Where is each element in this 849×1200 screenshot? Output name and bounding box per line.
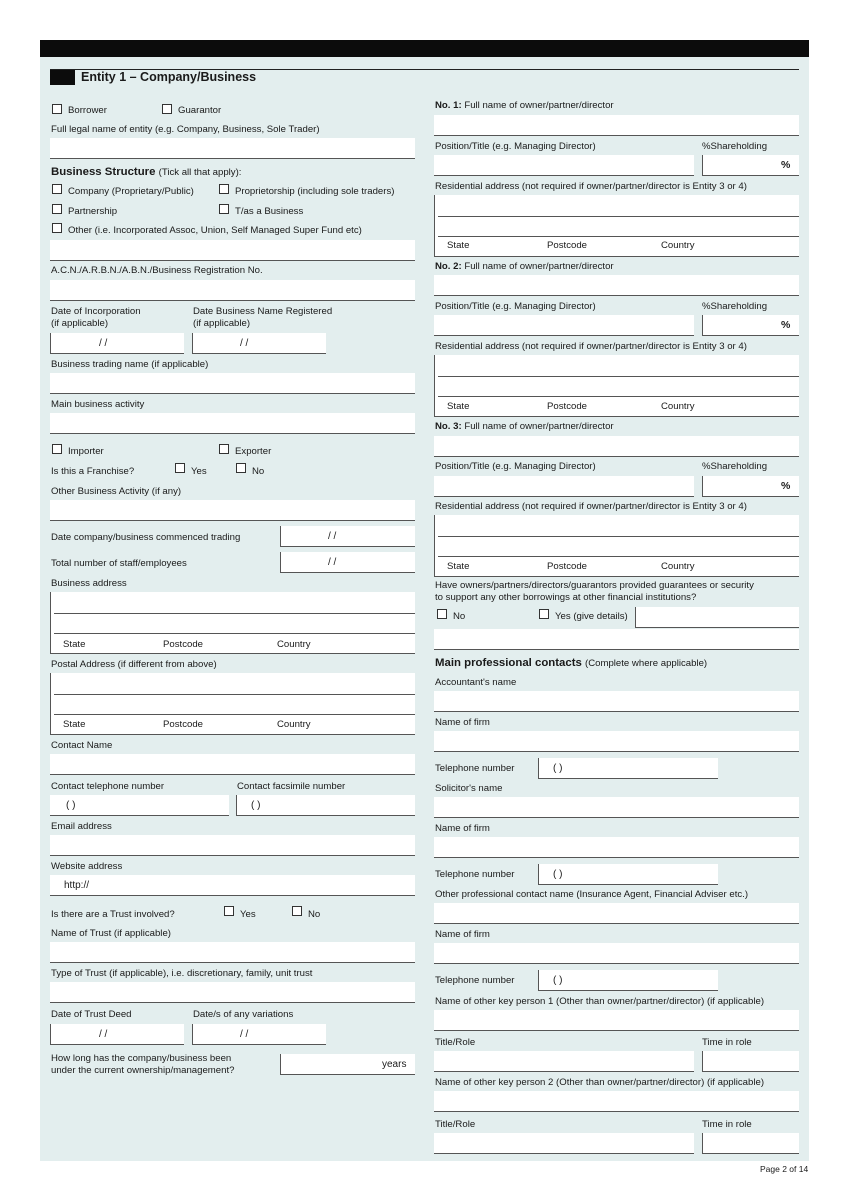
key-person-1-label: Name of other key person 1 (Other than owner/partner/director) (if applicable)	[435, 996, 765, 1007]
other-structure-label: Other (i.e. Incorporated Assoc, Union, Self Managed Super Fund etc)	[68, 225, 362, 236]
business-structure-title: Business Structure	[51, 166, 156, 178]
owner-2-state-label: State	[447, 401, 470, 412]
owner-3-num: No. 3:	[435, 421, 462, 432]
other-prof-tel-label: Telephone number	[435, 975, 515, 986]
owner-1-residential-input[interactable]	[434, 195, 799, 257]
contacts-sub: (Complete where applicable)	[585, 658, 708, 669]
franchise-no-label: No	[252, 466, 265, 477]
contacts-heading	[435, 657, 707, 669]
date-bn-line1: Date Business Name Registered	[193, 306, 333, 317]
business-structure-sub: (Tick all that apply):	[158, 167, 242, 178]
company-label: Company (Proprietary/Public)	[68, 186, 194, 197]
owner-3-postcode-label: Postcode	[547, 561, 588, 572]
date-bn-slashes: / /	[240, 338, 249, 349]
proprietorship-label: Proprietorship (including sole traders)	[235, 186, 395, 197]
owner-2-residential-input[interactable]	[434, 355, 799, 417]
owner-2-name-label	[435, 261, 614, 273]
postal-address-line1	[54, 694, 415, 695]
key-person-1-time-input[interactable]	[702, 1051, 799, 1072]
contact-fax-parens: ( )	[251, 800, 261, 811]
other-prof-tel-parens: ( )	[553, 975, 563, 986]
solicitor-firm-input[interactable]	[434, 837, 799, 858]
owner-3-name-label	[435, 421, 614, 433]
contact-name-input[interactable]	[50, 754, 415, 775]
business-postcode-label: Postcode	[163, 639, 204, 650]
key-person-2-time-label: Time in role	[702, 1119, 752, 1130]
owner-3-position-label: Position/Title (e.g. Managing Director)	[435, 461, 596, 472]
owner-1-position-label: Position/Title (e.g. Managing Director)	[435, 141, 596, 152]
guarantor-label: Guarantor	[178, 105, 222, 116]
exporter-checkbox[interactable]	[219, 444, 229, 454]
business-address-input[interactable]	[50, 592, 415, 654]
company-checkbox[interactable]	[52, 184, 62, 194]
owner-2-residential-line2	[438, 396, 799, 397]
key-person-1-title-input[interactable]	[434, 1051, 694, 1072]
guarantees-details-input-2[interactable]	[434, 629, 799, 650]
franchise-question: Is this a Franchise?	[51, 466, 135, 477]
borrower-label: Borrower	[68, 105, 107, 116]
postal-address-label: Postal Address (if different from above)	[51, 659, 217, 670]
partnership-checkbox[interactable]	[52, 204, 62, 214]
owner-3-pct-sign: %	[781, 480, 791, 492]
contact-fax-input[interactable]	[236, 795, 415, 816]
franchise-no-checkbox[interactable]	[236, 463, 246, 473]
total-staff-label: Total number of staff/employees	[51, 558, 187, 569]
owner-3-shareholding-label: %Shareholding	[702, 461, 768, 472]
owner-3-country-label: Country	[661, 561, 695, 572]
trust-deed-label: Date of Trust Deed	[51, 1009, 132, 1020]
contact-name-label: Contact Name	[51, 740, 113, 751]
owner-2-residential-line1	[438, 376, 799, 377]
owner-1-shareholding-label: %Shareholding	[702, 141, 768, 152]
key-person-2-time-input[interactable]	[702, 1133, 799, 1154]
date-incorporation-input[interactable]	[50, 333, 184, 354]
variations-input[interactable]	[192, 1024, 326, 1045]
guarantor-checkbox[interactable]	[162, 104, 172, 114]
business-address-line2	[54, 633, 415, 634]
postal-address-input[interactable]	[50, 673, 415, 735]
years-unit: years	[382, 1059, 407, 1070]
proprietorship-checkbox[interactable]	[219, 184, 229, 194]
other-structure-input[interactable]	[50, 240, 415, 261]
tas-business-label: T/as a Business	[235, 206, 304, 217]
owner-2-name-text: Full name of owner/partner/director	[464, 261, 614, 272]
key-person-1-title-label: Title/Role	[435, 1037, 476, 1048]
owner-3-name-input[interactable]	[434, 436, 799, 457]
total-staff-slashes: / /	[328, 557, 337, 568]
date-incorporation-line1: Date of Incorporation	[51, 306, 141, 317]
importer-label: Importer	[68, 446, 104, 457]
acn-label: A.C.N./A.R.B.N./A.B.N./Business Registration No.	[51, 265, 263, 276]
solicitor-tel-parens: ( )	[553, 869, 563, 880]
franchise-yes-label: Yes	[191, 466, 207, 477]
owner-1-postcode-label: Postcode	[547, 240, 588, 251]
full-legal-name-label: Full legal name of entity (e.g. Company, Business, Sole Trader)	[51, 124, 320, 135]
trust-question: Is there are a Trust involved?	[51, 909, 175, 920]
owner-3-name-text: Full name of owner/partner/director	[464, 421, 614, 432]
date-incorporation-label	[51, 306, 141, 329]
trust-no-checkbox[interactable]	[292, 906, 302, 916]
owner-1-num: No. 1:	[435, 100, 462, 111]
date-commenced-slashes: / /	[328, 531, 337, 542]
key-person-2-title-label: Title/Role	[435, 1119, 476, 1130]
solicitor-tel-input[interactable]	[538, 864, 718, 885]
guarantees-no-label: No	[453, 611, 466, 622]
accountant-tel-parens: ( )	[553, 763, 563, 774]
trust-yes-checkbox[interactable]	[224, 906, 234, 916]
owner-2-pct-sign: %	[781, 319, 791, 331]
trust-no-label: No	[308, 909, 321, 920]
owner-1-country-label: Country	[661, 240, 695, 251]
website-label: Website address	[51, 861, 123, 872]
other-prof-label: Other professional contact name (Insurance Agent, Financial Adviser etc.)	[435, 889, 749, 900]
trust-type-input[interactable]	[50, 982, 415, 1003]
owner-1-name-text: Full name of owner/partner/director	[464, 100, 614, 111]
main-activity-input[interactable]	[50, 413, 415, 434]
owner-3-residential-line2	[438, 556, 799, 557]
solicitor-label: Solicitor's name	[435, 783, 503, 794]
postal-address-line2	[54, 714, 415, 715]
owner-3-position-input[interactable]	[434, 476, 694, 497]
other-prof-input[interactable]	[434, 903, 799, 924]
date-incorporation-slashes: / /	[99, 338, 108, 349]
owner-2-residential-label: Residential address (not required if owner/partner/director is Entity 3 or 4)	[435, 341, 747, 352]
guarantees-details-input[interactable]	[635, 607, 799, 628]
contact-tel-parens: ( )	[66, 800, 76, 811]
email-label: Email address	[51, 821, 112, 832]
owner-2-postcode-label: Postcode	[547, 401, 588, 412]
owner-3-state-label: State	[447, 561, 470, 572]
contact-tel-input[interactable]	[50, 795, 229, 816]
owner-3-residential-label: Residential address (not required if owner/partner/director is Entity 3 or 4)	[435, 501, 747, 512]
owner-1-pct-sign: %	[781, 159, 791, 171]
franchise-yes-checkbox[interactable]	[175, 463, 185, 473]
owner-3-residential-line1	[438, 536, 799, 537]
full-legal-name-input[interactable]	[50, 138, 415, 159]
other-activity-input[interactable]	[50, 500, 415, 521]
ownership-line1: How long has the company/business been	[51, 1053, 232, 1064]
key-person-2-input[interactable]	[434, 1091, 799, 1112]
contact-fax-label: Contact facsimile number	[237, 781, 346, 792]
date-bn-label	[193, 306, 332, 329]
business-address-line1	[54, 613, 415, 614]
contacts-title: Main professional contacts	[435, 657, 582, 669]
business-country-label: Country	[277, 639, 311, 650]
section-marker	[50, 70, 75, 85]
key-person-1-input[interactable]	[434, 1010, 799, 1031]
owner-2-name-input[interactable]	[434, 275, 799, 296]
business-state-label: State	[63, 639, 86, 650]
trust-yes-label: Yes	[240, 909, 256, 920]
trust-type-label: Type of Trust (if applicable), i.e. discretionary, family, unit trust	[51, 968, 313, 979]
solicitor-tel-label: Telephone number	[435, 869, 515, 880]
accountant-label: Accountant's name	[435, 677, 517, 688]
other-prof-firm-input[interactable]	[434, 943, 799, 964]
trust-name-label: Name of Trust (if applicable)	[51, 928, 171, 939]
owner-3-residential-input[interactable]	[434, 515, 799, 577]
guarantees-yes-checkbox[interactable]	[539, 609, 549, 619]
email-input[interactable]	[50, 835, 415, 856]
date-bn-line2: (if applicable)	[193, 317, 251, 329]
key-person-2-title-input[interactable]	[434, 1133, 694, 1154]
exporter-label: Exporter	[235, 446, 272, 457]
borrower-checkbox[interactable]	[52, 104, 62, 114]
business-structure-heading	[51, 166, 241, 178]
main-activity-label: Main business activity	[51, 399, 145, 410]
key-person-2-label: Name of other key person 2 (Other than owner/partner/director) (if applicable)	[435, 1077, 765, 1088]
accountant-firm-input[interactable]	[434, 731, 799, 752]
guarantees-line1: Have owners/partners/directors/guarantors provided guarantees or security	[435, 580, 754, 591]
owner-1-residential-line2	[438, 236, 799, 237]
other-prof-firm-label: Name of firm	[435, 929, 490, 940]
guarantees-no-checkbox[interactable]	[437, 609, 447, 619]
trust-name-input[interactable]	[50, 942, 415, 963]
other-activity-label: Other Business Activity (if any)	[51, 486, 182, 497]
owner-1-name-input[interactable]	[434, 115, 799, 136]
guarantees-question	[435, 580, 754, 603]
other-prof-tel-input[interactable]	[538, 970, 718, 991]
date-incorporation-line2: (if applicable)	[51, 317, 109, 329]
variations-slashes: / /	[240, 1029, 249, 1040]
ownership-label	[51, 1053, 234, 1076]
top-bar	[40, 40, 809, 57]
solicitor-input[interactable]	[434, 797, 799, 818]
guarantees-line2: to support any other borrowings at other financial institutions?	[435, 591, 697, 603]
website-input[interactable]	[50, 875, 415, 896]
owner-2-num: No. 2:	[435, 261, 462, 272]
accountant-input[interactable]	[434, 691, 799, 712]
owner-1-residential-line1	[438, 216, 799, 217]
trust-deed-slashes: / /	[99, 1029, 108, 1040]
trading-name-input[interactable]	[50, 373, 415, 394]
key-person-1-time-label: Time in role	[702, 1037, 752, 1048]
contact-tel-label: Contact telephone number	[51, 781, 165, 792]
tas-business-checkbox[interactable]	[219, 204, 229, 214]
postal-country-label: Country	[277, 719, 311, 730]
accountant-firm-label: Name of firm	[435, 717, 490, 728]
trading-name-label: Business trading name (if applicable)	[51, 359, 209, 370]
importer-checkbox[interactable]	[52, 444, 62, 454]
other-structure-checkbox[interactable]	[52, 223, 62, 233]
owner-1-state-label: State	[447, 240, 470, 251]
variations-label: Date/s of any variations	[193, 1009, 294, 1020]
page-number: Page 2 of 14	[760, 1164, 809, 1174]
postal-state-label: State	[63, 719, 86, 730]
ownership-line2: under the current ownership/management?	[51, 1064, 235, 1076]
website-prefix: http://	[64, 880, 90, 891]
trust-deed-input[interactable]	[50, 1024, 184, 1045]
partnership-label: Partnership	[68, 206, 118, 217]
date-commenced-input[interactable]	[280, 526, 415, 547]
total-staff-input[interactable]	[280, 552, 415, 573]
solicitor-firm-label: Name of firm	[435, 823, 490, 834]
owner-2-shareholding-label: %Shareholding	[702, 301, 768, 312]
business-address-label: Business address	[51, 578, 127, 589]
section-title: Entity 1 – Company/Business	[81, 70, 257, 84]
owner-2-position-label: Position/Title (e.g. Managing Director)	[435, 301, 596, 312]
owner-2-position-input[interactable]	[434, 315, 694, 336]
owner-2-country-label: Country	[661, 401, 695, 412]
accountant-tel-label: Telephone number	[435, 763, 515, 774]
owner-1-position-input[interactable]	[434, 155, 694, 176]
owner-1-name-label	[435, 100, 614, 112]
date-commenced-label: Date company/business commenced trading	[51, 532, 241, 543]
date-bn-input[interactable]	[192, 333, 326, 354]
accountant-tel-input[interactable]	[538, 758, 718, 779]
owner-1-residential-label: Residential address (not required if owner/partner/director is Entity 3 or 4)	[435, 181, 747, 192]
postal-postcode-label: Postcode	[163, 719, 204, 730]
guarantees-yes-label: Yes (give details)	[555, 611, 628, 622]
acn-input[interactable]	[50, 280, 415, 301]
